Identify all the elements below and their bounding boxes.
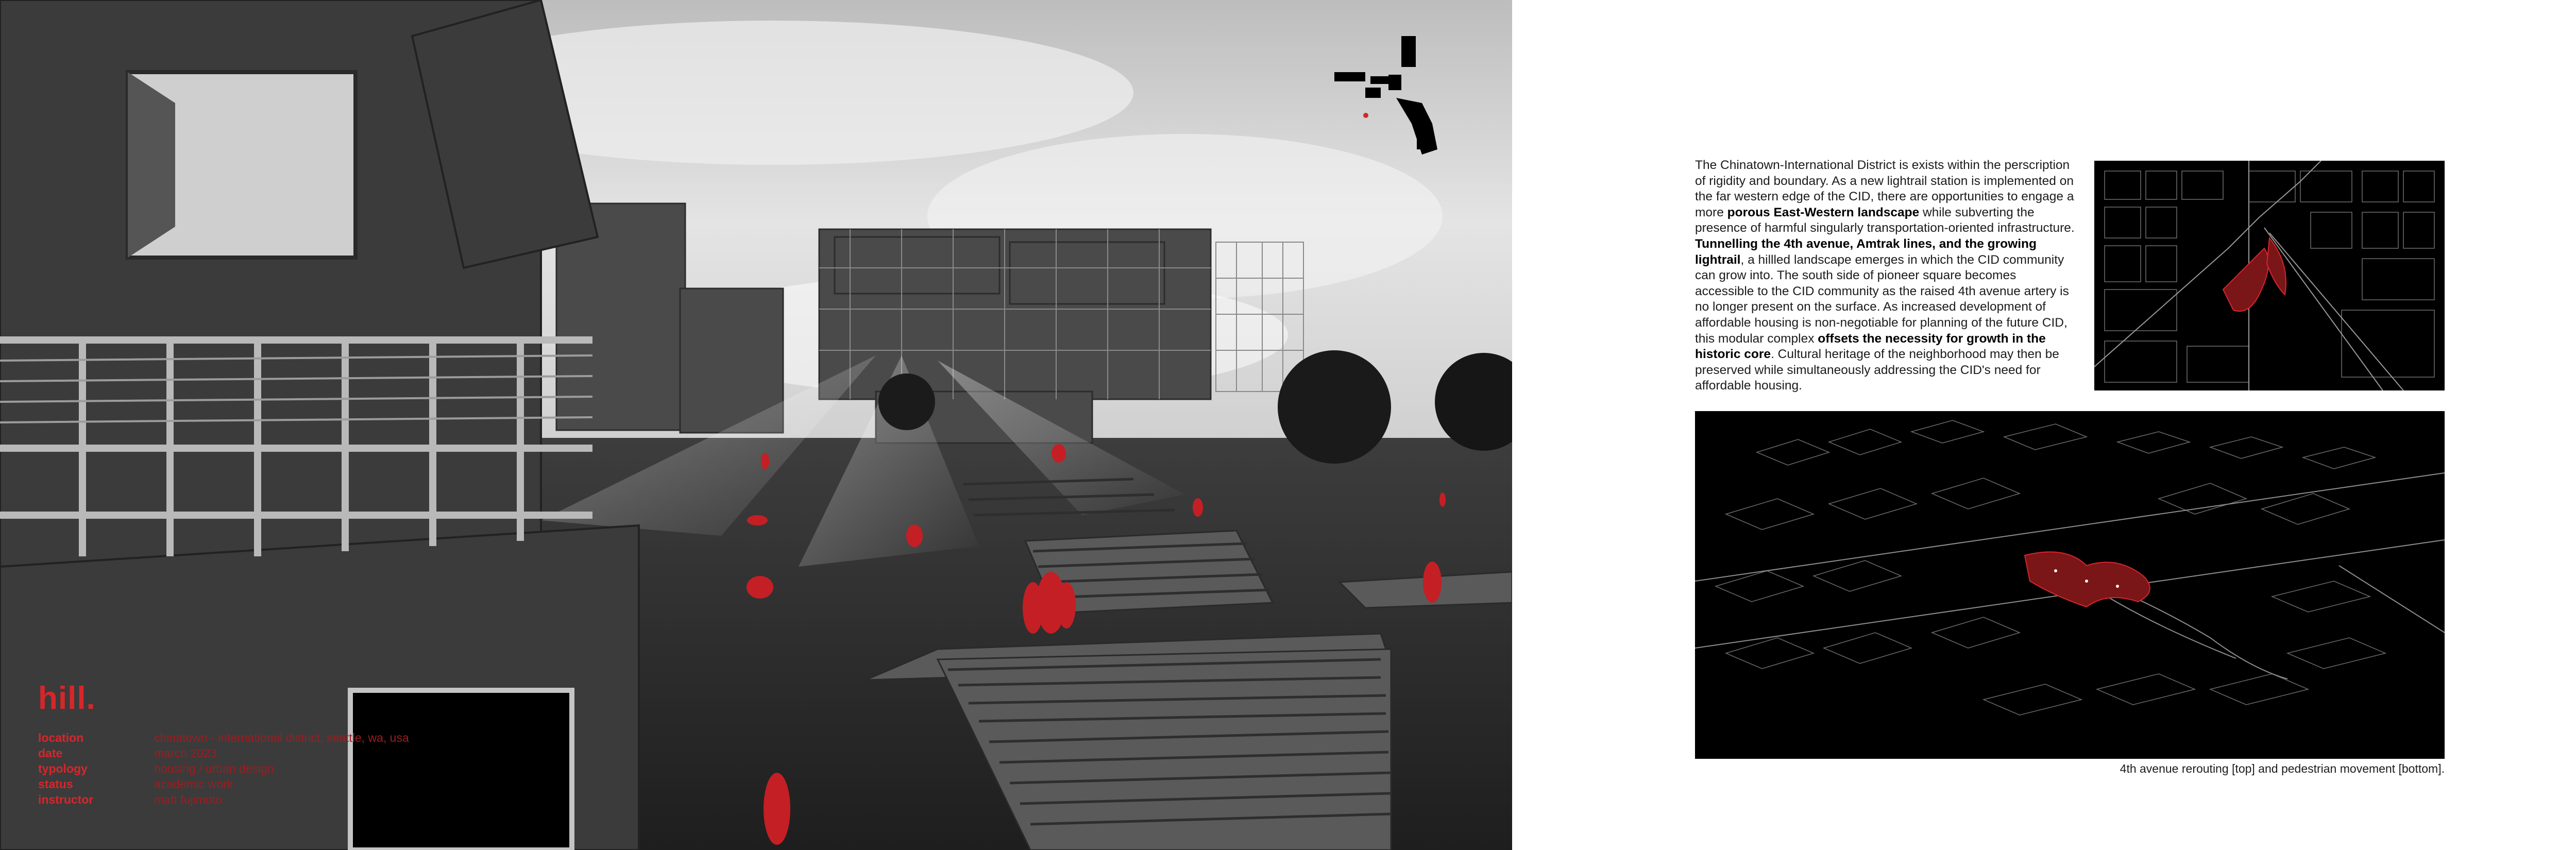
map-4th-avenue-rerouting [2094, 161, 2445, 390]
description-emphasis: Tunnelling the 4th avenue, Amtrak lines, and the growing lightrail [1695, 236, 2037, 267]
meta-value: march 2023 [154, 746, 217, 760]
map-pedestrian-movement [1695, 411, 2445, 759]
project-description [1695, 158, 2076, 394]
axonometric-diagram [1695, 411, 2445, 759]
meta-value: matt fujimoto [154, 793, 222, 806]
map-caption: 4th avenue rerouting [top] and pedestrian movement [bottom]. [2120, 762, 2445, 775]
meta-row-instructor [38, 792, 409, 807]
meta-key: date [38, 746, 63, 760]
project-info [38, 680, 409, 807]
meta-key: location [38, 731, 84, 744]
meta-key: status [38, 777, 73, 791]
meta-row-status [38, 776, 409, 792]
meta-key: typology [38, 762, 88, 775]
project-title: hill. [38, 681, 96, 716]
meta-value: chinatown - international district, seattle, wa, usa [154, 731, 409, 744]
meta-value: housing / urban design [154, 762, 274, 775]
description-emphasis: porous East-Western landscape [1727, 205, 1920, 219]
project-meta-list [38, 730, 409, 807]
rerouting-diagram [2094, 161, 2445, 390]
meta-row-location [38, 730, 409, 745]
meta-row-typology [38, 761, 409, 776]
description-emphasis: offsets the necessity for growth in the historic core [1695, 331, 2046, 362]
meta-row-date [38, 745, 409, 761]
description-text: , a hillled landscape emerges in which the CID community can grow into. The south side of pioneer square becomes accessible to the CID community as the raised 4th avenue artery is no longer present on the surface. As increased development of affordable housing is non-negotiable for planning of the future CID, this modular complex [1695, 252, 2069, 346]
description-text: while subverting the presence of harmful singularly transportation-oriented infrastructure. [1695, 205, 2075, 235]
meta-key: instructor [38, 793, 94, 806]
meta-value: academic work [154, 777, 233, 791]
description-text: . Cultural heritage of the neighborhood may then be preserved while simultaneously addressing the CID's need for affordable housing. [1695, 347, 2059, 393]
description-text: The Chinatown-International District is exists within the perscription of rigidity and boundary. As a new lightrail station is implemented on the far western edge of the CID, there are opportunities to engage a more [1695, 158, 2074, 219]
